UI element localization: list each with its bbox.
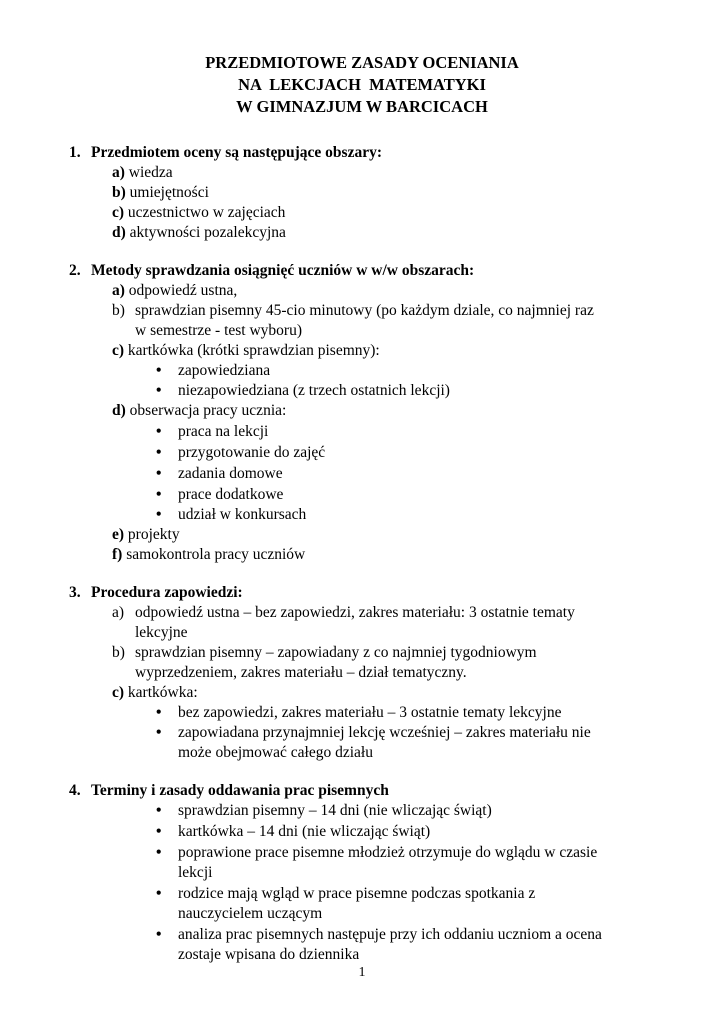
item-text: uczestnictwo w zajęciach xyxy=(127,204,286,221)
list-item xyxy=(112,281,237,301)
bullet-text: niezapowiedziana (z trzech ostatnich lekcji) xyxy=(178,382,450,399)
item-text: umiejętności xyxy=(129,184,209,201)
bullet-text-continued: może obejmować całego działu xyxy=(178,744,373,761)
item-text: sprawdzian pisemny 45-cio minutowy (po każdym dziale, co najmniej raz xyxy=(135,302,594,319)
bullet-text: poprawione prace pisemne młodzież otrzymuje do wglądu w czasie xyxy=(178,844,598,861)
section-heading-text: Procedura zapowiedzi: xyxy=(91,584,243,601)
item-label: a) xyxy=(112,164,125,181)
item-text: wiedza xyxy=(128,164,173,181)
bullet-icon: • xyxy=(156,444,162,461)
item-label: a) xyxy=(112,282,125,299)
section-1-heading xyxy=(69,143,382,163)
bullet-text: zapowiedziana xyxy=(178,362,271,379)
title-line-3: W GIMNAZJUM W BARCICACH xyxy=(236,97,488,116)
bullet-icon: • xyxy=(156,486,162,503)
list-item xyxy=(112,223,286,243)
bullet-icon: • xyxy=(156,362,162,379)
list-item xyxy=(112,525,180,545)
title-line-2: NA LEKCJACH MATEMATYKI xyxy=(238,75,486,94)
section-heading-text: Metody sprawdzania osiągnięć uczniów w w/w obszarach: xyxy=(91,262,475,279)
item-label: a) xyxy=(112,604,125,621)
section-3-heading xyxy=(69,583,243,603)
bullet-text: sprawdzian pisemny – 14 dni (nie wliczając świąt) xyxy=(178,802,492,819)
list-item xyxy=(112,545,305,565)
item-label: f) xyxy=(112,546,123,563)
list-item xyxy=(112,341,380,361)
section-number: 4. xyxy=(69,782,81,799)
item-label: b) xyxy=(112,302,125,319)
bullet-text: zapowiadana przynajmniej lekcję wcześniej – zakres materiału nie xyxy=(178,724,591,741)
item-text: samokontrola pracy uczniów xyxy=(126,546,306,563)
bullet-icon: • xyxy=(156,465,162,482)
bullet-text: zadania domowe xyxy=(178,465,283,482)
item-text: projekty xyxy=(127,526,180,543)
bullet-text: rodzice mają wgląd w prace pisemne podczas spotkania z xyxy=(178,885,536,902)
section-number: 1. xyxy=(69,144,81,161)
list-item xyxy=(112,683,198,703)
list-item xyxy=(112,203,285,223)
bullet-icon: • xyxy=(156,926,162,943)
item-text: aktywności pozalekcyjna xyxy=(129,224,286,241)
bullet-text: analiza prac pisemnych następuje przy ich oddaniu uczniom a ocena xyxy=(178,926,602,943)
item-label: e) xyxy=(112,526,125,543)
bullet-icon: • xyxy=(156,704,162,721)
bullet-icon: • xyxy=(156,844,162,861)
bullet-text: przygotowanie do zajęć xyxy=(178,444,326,461)
bullet-text: bez zapowiedzi, zakres materiału – 3 ostatnie tematy lekcyjne xyxy=(178,704,562,721)
bullet-text: praca na lekcji xyxy=(178,423,269,440)
section-heading-text: Terminy i zasady oddawania prac pisemnych xyxy=(91,782,389,799)
bullet-icon: • xyxy=(156,802,162,819)
item-label: c) xyxy=(112,342,125,359)
bullet-text-continued: nauczycielem uczącym xyxy=(178,905,323,922)
title-line-1: PRZEDMIOTOWE ZASADY OCENIANIA xyxy=(205,53,519,72)
section-heading-text: Przedmiotem oceny są następujące obszary: xyxy=(91,144,382,161)
section-number: 3. xyxy=(69,584,81,601)
bullet-text: udział w konkursach xyxy=(178,506,307,523)
item-label: d) xyxy=(112,402,126,419)
bullet-icon: • xyxy=(156,506,162,523)
item-text-continued: wyprzedzeniem, zakres materiału – dział tematyczny. xyxy=(135,664,467,681)
section-2-heading xyxy=(69,261,474,281)
list-item xyxy=(112,401,286,421)
bullet-icon: • xyxy=(156,724,162,741)
item-text-continued: lekcyjne xyxy=(135,624,188,641)
bullet-icon: • xyxy=(156,823,162,840)
item-text: sprawdzian pisemny – zapowiadany z co najmniej tygodniowym xyxy=(135,644,537,661)
item-text: kartkówka (krótki sprawdzian pisemny): xyxy=(127,342,380,359)
item-label: b) xyxy=(112,644,125,661)
section-number: 2. xyxy=(69,262,81,279)
bullet-text-continued: lekcji xyxy=(178,864,213,881)
bullet-text: prace dodatkowe xyxy=(178,486,284,503)
page-number: 1 xyxy=(358,965,366,980)
item-text-continued: w semestrze - test wyboru) xyxy=(135,322,303,339)
item-text: obserwacja pracy ucznia: xyxy=(129,402,287,419)
item-label: d) xyxy=(112,224,126,241)
item-label: b) xyxy=(112,184,126,201)
list-item xyxy=(112,183,209,203)
bullet-text-continued: zostaje wpisana do dziennika xyxy=(178,946,360,963)
item-text: kartkówka: xyxy=(127,684,198,701)
item-label: c) xyxy=(112,684,125,701)
item-label: c) xyxy=(112,204,125,221)
document-title xyxy=(0,52,724,118)
bullet-icon: • xyxy=(156,382,162,399)
bullet-icon: • xyxy=(156,423,162,440)
item-text: odpowiedź ustna, xyxy=(128,282,238,299)
section-4-heading xyxy=(69,781,389,801)
bullet-text: kartkówka – 14 dni (nie wliczając świąt) xyxy=(178,823,431,840)
bullet-icon: • xyxy=(156,885,162,902)
list-item xyxy=(112,163,173,183)
item-text: odpowiedź ustna – bez zapowiedzi, zakres materiału: 3 ostatnie tematy xyxy=(135,604,575,621)
